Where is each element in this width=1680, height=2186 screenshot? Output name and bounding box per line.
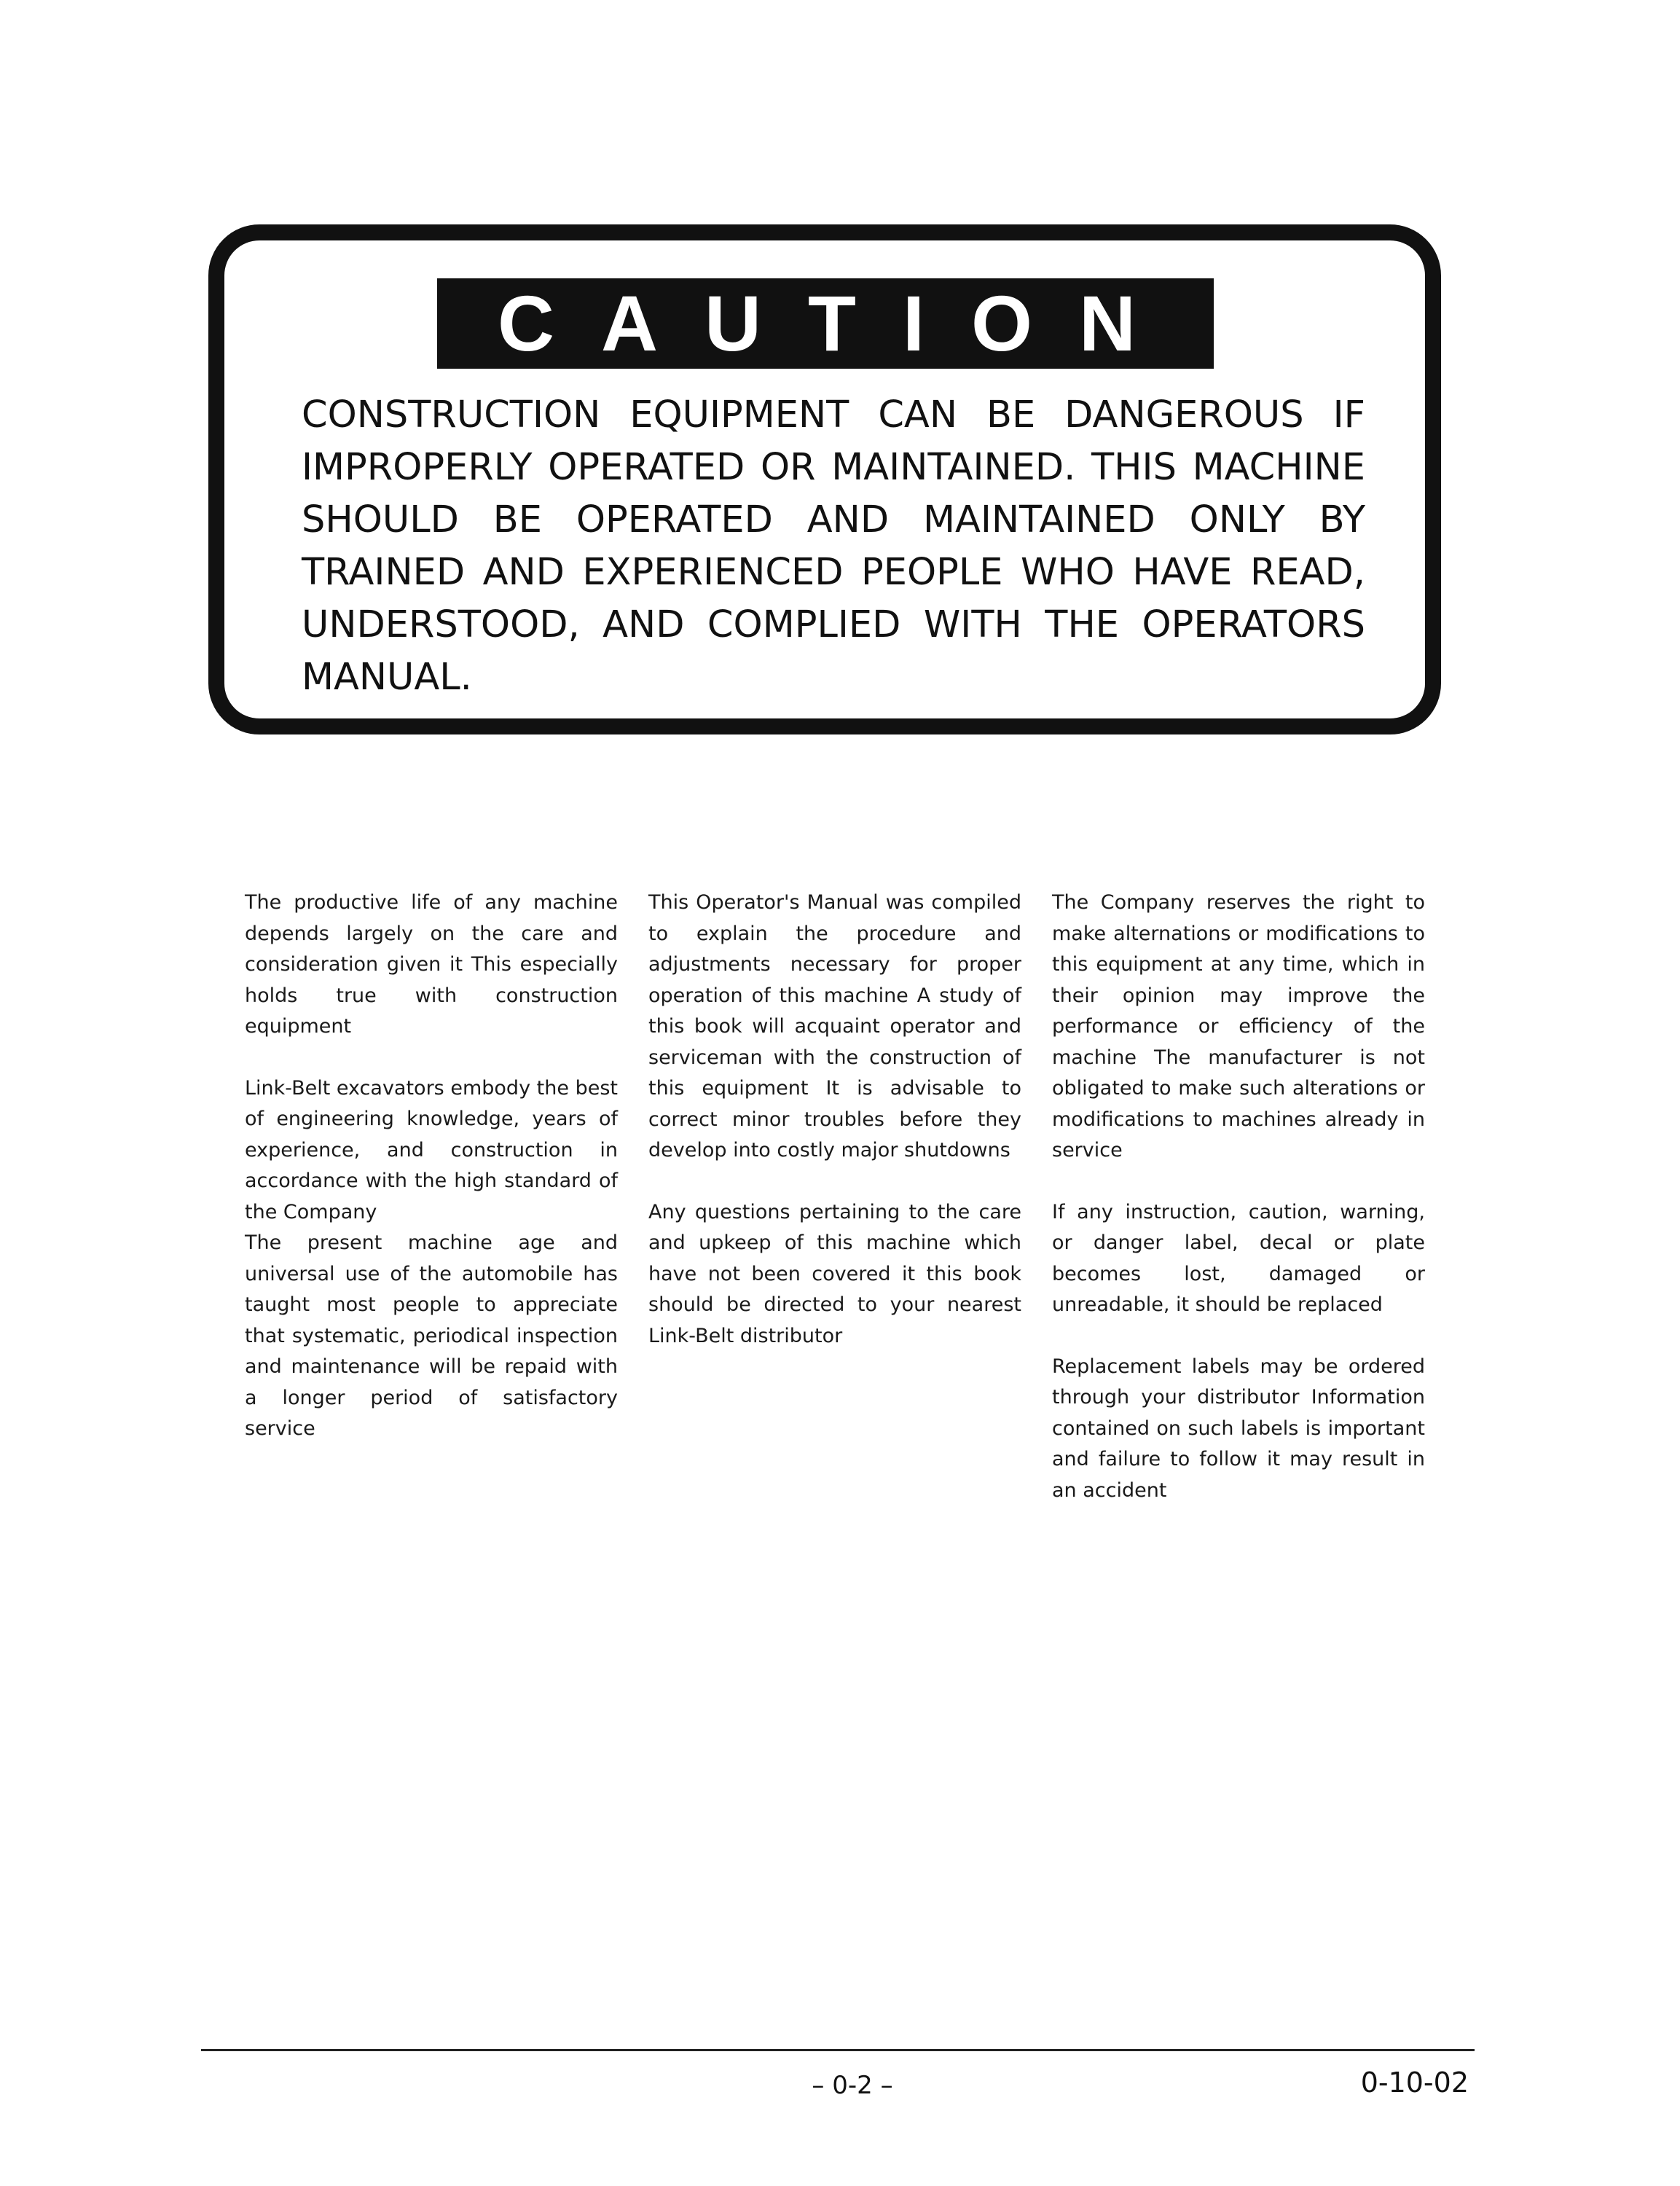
paragraph-modifications: The Company reserves the right to make alternations or modifications to this equipment at any time, which in their opinion may improve the performance or efficiency of the machine The manufacturer is not obligated to make such alterations or modifications to machines already in service [1052, 891, 1425, 1161]
page-number: – 0-2 – [812, 2071, 893, 2100]
caution-heading: CAUTION [437, 278, 1214, 369]
document-code: 0-10-02 [1360, 2066, 1469, 2099]
paragraph-replacement-labels: Replacement labels may be ordered through your distributor Information contained on such labels is important and failure to follow it may result in an accident [1052, 1355, 1425, 1502]
paragraph-labels-lost: If any instruction, caution, warning, or danger label, decal or plate becomes lost, damaged or unreadable, it should be replaced [1052, 1200, 1425, 1316]
paragraph-machine-care: The productive life of any machine depends largely on the care and consideration given it This especially holds true with construction equipment [245, 891, 618, 1038]
paragraph-operators-manual: This Operator's Manual was compiled to explain the procedure and adjustments necessary for proper operation of this machine A study of this book will acquaint operator and serviceman with the construction of this equipment It is advisable to correct minor troubles before they develop into costly major shutdowns [648, 891, 1021, 1161]
paragraph-link-belt-excavators: Link-Belt excavators embody the best of engineering knowledge, years of experience, and construction in accordance with the high standard of the Company [245, 1076, 618, 1223]
text-column-3 [1052, 888, 1425, 1537]
caution-text: CONSTRUCTION EQUIPMENT CAN BE DANGEROUS IF IMPROPERLY OPERATED OR MAINTAINED. THIS MACHINE SHOULD BE OPERATED AND MAINTAINED ONLY BY TRAINED AND EXPERIENCED PEOPLE WHO HAVE READ, UNDERSTOOD, AND COMPLIED WITH THE OPERATORS MANUAL. [302, 393, 1365, 699]
text-column-2 [648, 888, 1021, 1382]
text-column-1 [245, 888, 618, 1476]
paragraph-questions: Any questions pertaining to the care and upkeep of this machine which have not been covered it this book should be directed to your nearest Link-Belt distributor [648, 1200, 1021, 1347]
paragraph-machine-age: The present machine age and universal use of the automobile has taught most people to appreciate that systematic, periodical inspection and maintenance will be repaid with a longer period of satisfactory service [245, 1231, 618, 1440]
footer-rule [201, 2049, 1475, 2051]
